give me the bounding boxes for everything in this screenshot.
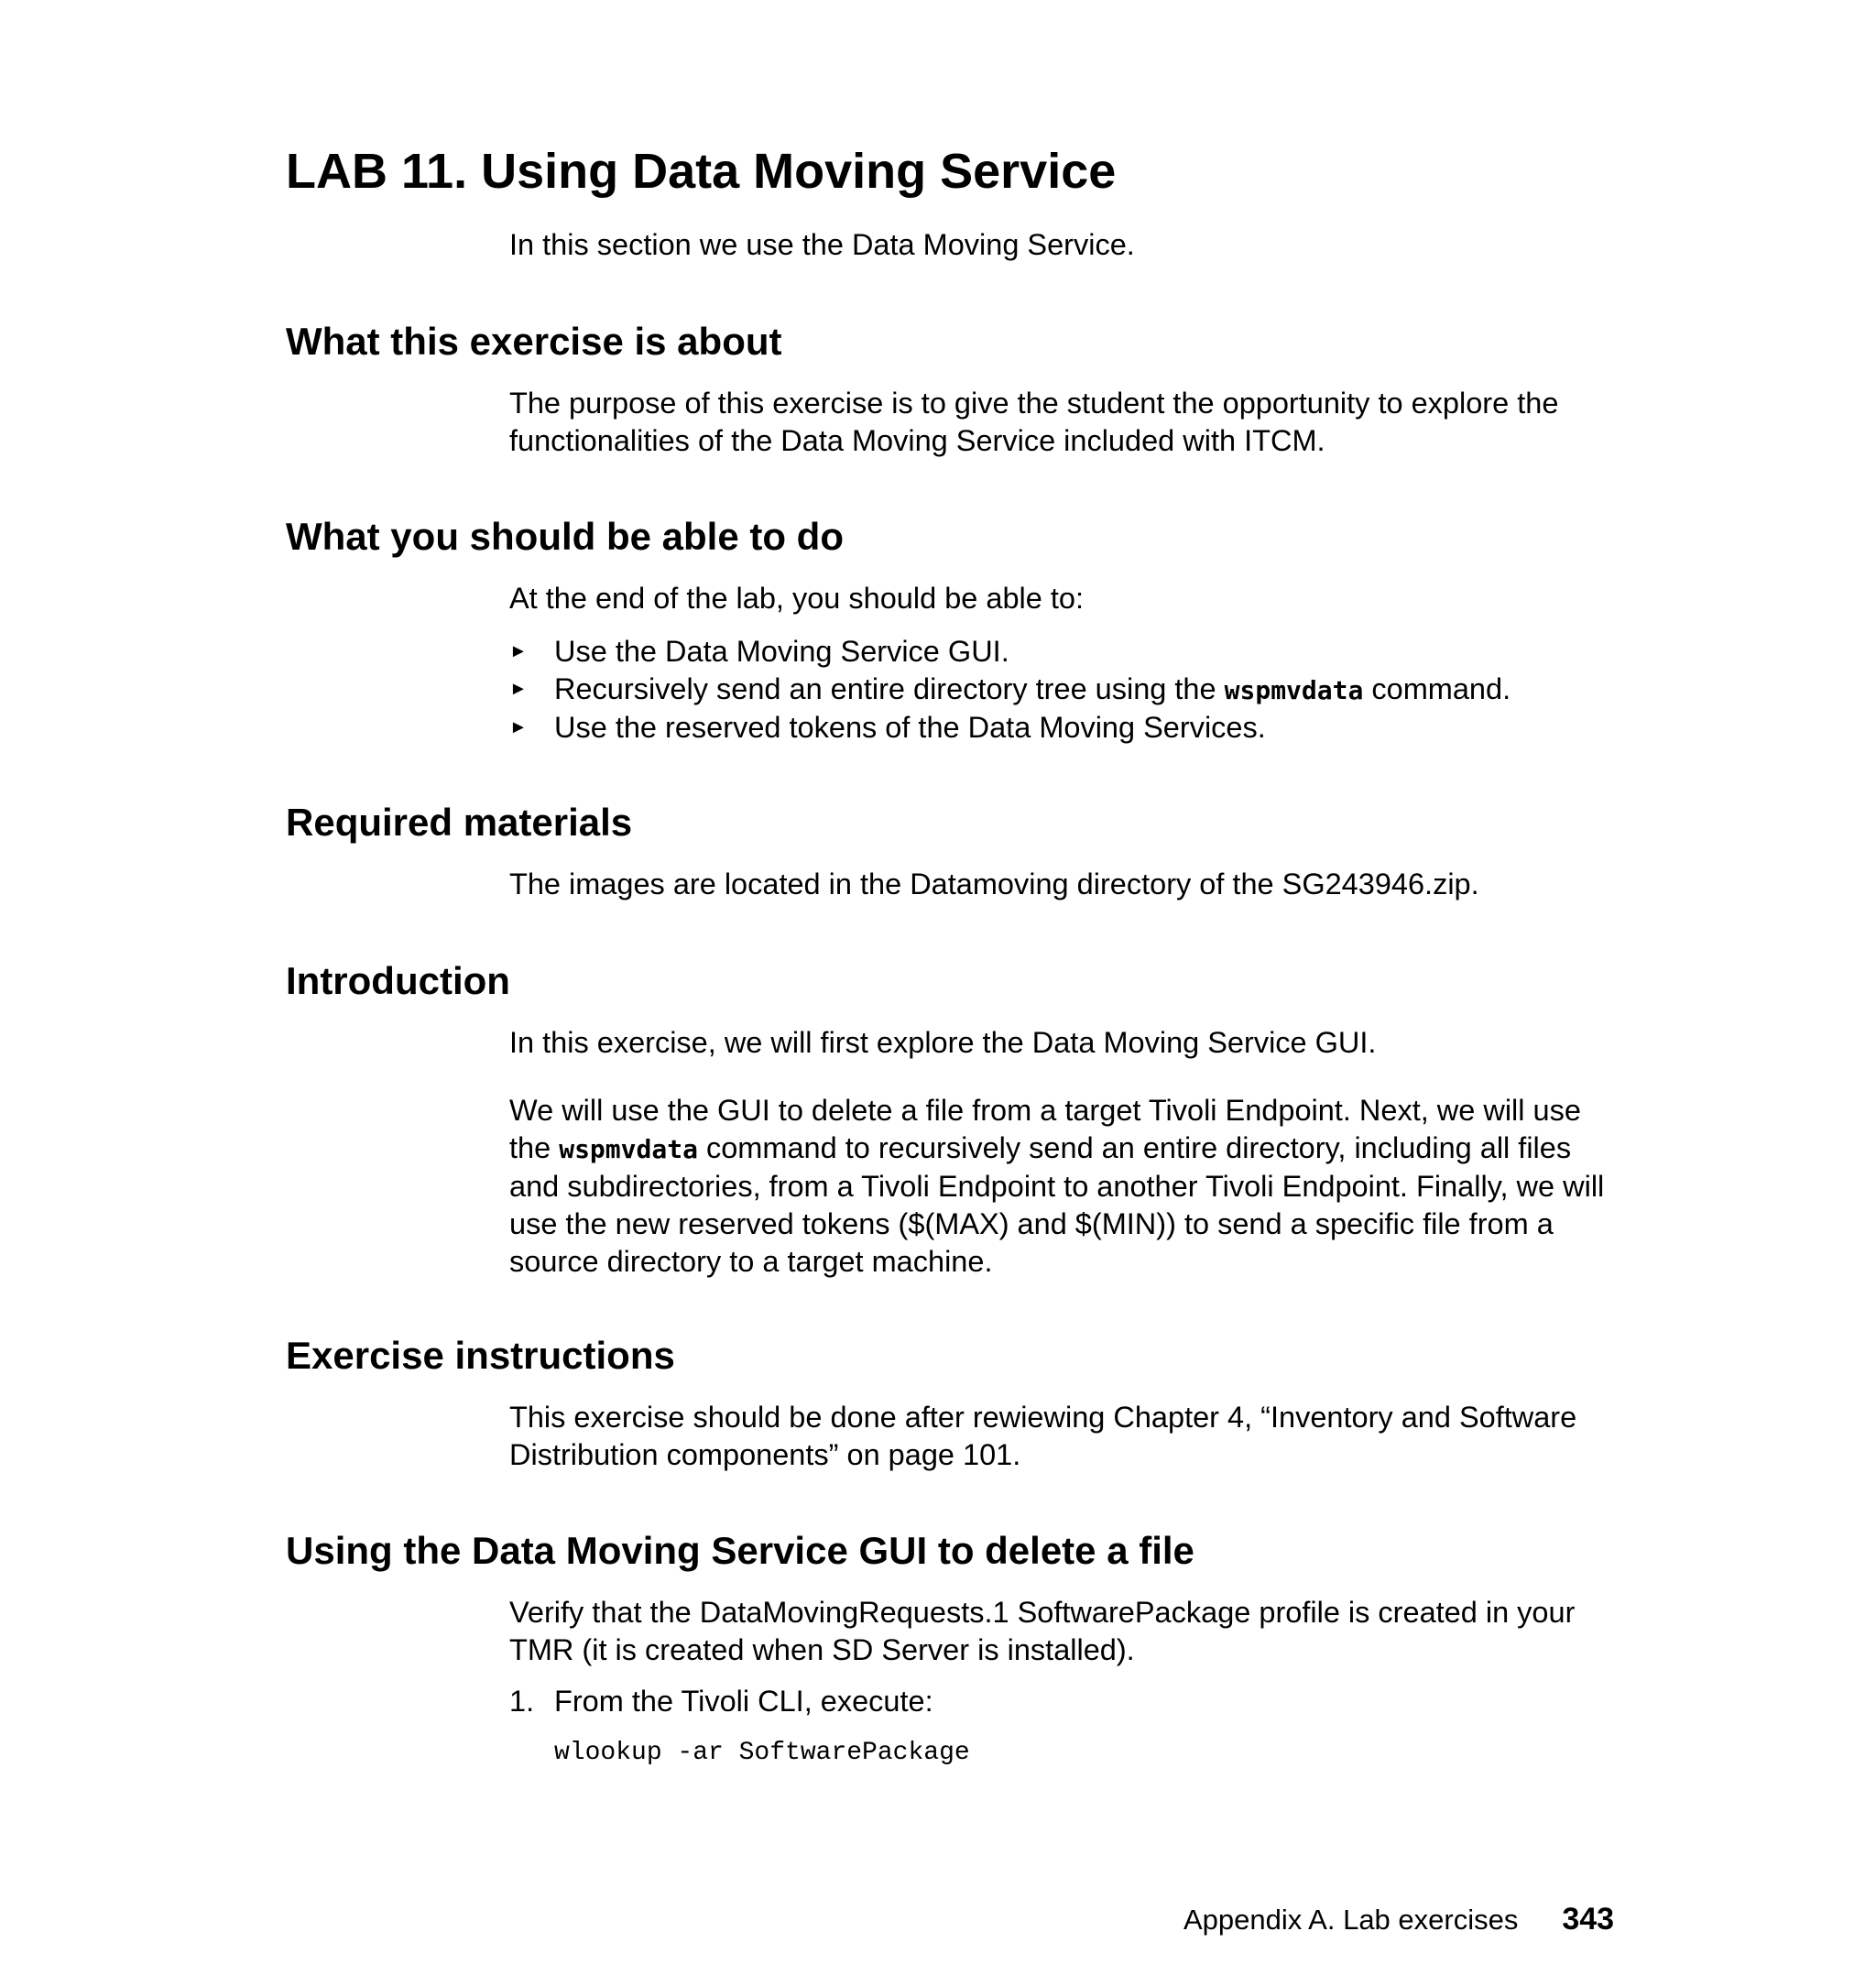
page-footer [1183, 1901, 1614, 1938]
gui-delete-body [509, 1594, 1609, 1770]
list-item [509, 633, 1609, 671]
list-item-text: Use the Data Moving Service GUI. [554, 635, 1009, 668]
heading-able: What you should be able to do [286, 515, 844, 558]
list-item [509, 671, 1609, 709]
bullet-arrow-icon: ► [509, 641, 528, 661]
list-item-text: Use the reserved tokens of the Data Moving Services. [554, 711, 1266, 744]
about-text: The purpose of this exercise is to give the student the opportunity to explore the functionalities of the Data Moving Service included with ITCM. [509, 387, 1559, 457]
intro-text: In this section we use the Data Moving Service. [509, 228, 1135, 261]
introduction-text-1: In this exercise, we will first explore the Data Moving Service GUI. [509, 1026, 1377, 1059]
introduction-text-2-pre: We will use the GUI to delete a file from a target Tivoli Endpoint. Next, we will use the [509, 1094, 1581, 1164]
page-title: LAB 11. Using Data Moving Service [286, 144, 1117, 199]
about-paragraph [509, 385, 1609, 460]
instructions-text: This exercise should be done after rewiewing Chapter 4, “Inventory and Software Distribution components” on page 101. [509, 1401, 1577, 1471]
introduction-paragraph-2 [509, 1092, 1609, 1281]
page-number: 343 [1562, 1902, 1615, 1937]
gui-delete-text: Verify that the DataMovingRequests.1 SoftwarePackage profile is created in your TMR (it is created when SD Server is installed). [509, 1596, 1576, 1666]
materials-paragraph [509, 866, 1609, 903]
list-item-text-post: command. [1363, 672, 1511, 705]
step-item [509, 1683, 1609, 1720]
materials-text: The images are located in the Datamoving directory of the SG243946.zip. [509, 868, 1479, 900]
heading-gui-delete: Using the Data Moving Service GUI to delete a file [286, 1529, 1194, 1572]
bullet-arrow-icon: ► [509, 679, 528, 699]
introduction-body [509, 1024, 1609, 1281]
inline-command: wspmvdata [1224, 675, 1364, 705]
step-number: 1. [509, 1685, 535, 1718]
step-text: From the Tivoli CLI, execute: [554, 1685, 933, 1718]
heading-instructions: Exercise instructions [286, 1334, 675, 1377]
intro-paragraph [509, 226, 1609, 264]
inline-command: wspmvdata [559, 1134, 698, 1164]
command-code-block: wlookup -ar SoftwarePackage [554, 1739, 970, 1767]
instructions-paragraph [509, 1399, 1609, 1474]
able-section-body [509, 580, 1609, 747]
objectives-list [509, 633, 1609, 747]
list-item-text-pre: Recursively send an entire directory tree using the [554, 672, 1225, 705]
list-item [509, 709, 1609, 747]
heading-materials: Required materials [286, 801, 633, 844]
bullet-arrow-icon: ► [509, 717, 528, 737]
able-lead-text: At the end of the lab, you should be able to: [509, 582, 1084, 615]
introduction-text-2-post: command to recursively send an entire directory, including all files and subdirectories, from a Tivoli Endpoint to another Tivoli Endpoint. Finally, we will use the new reserved tokens ($(MAX) and $(MIN)) to send a specific file from a source directory to a target machine. [509, 1131, 1605, 1278]
heading-introduction: Introduction [286, 959, 510, 1002]
footer-label: Appendix A. Lab exercises [1183, 1904, 1519, 1936]
heading-about: What this exercise is about [286, 320, 782, 363]
